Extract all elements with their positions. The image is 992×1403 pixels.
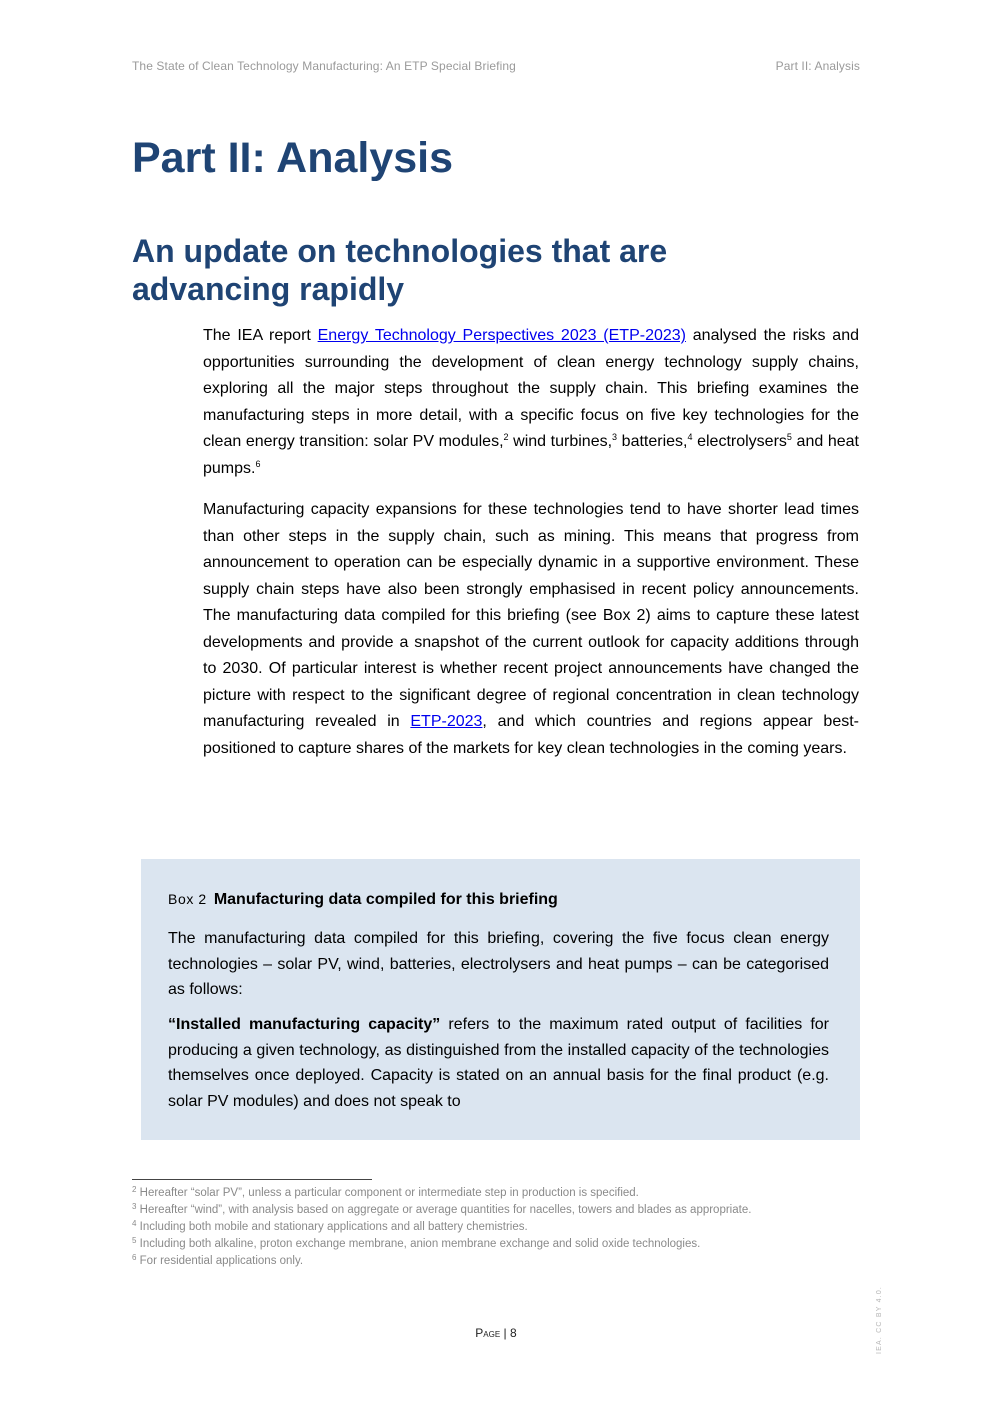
footnote-text: Including both mobile and stationary applications and all battery chemistries. — [136, 1221, 528, 1233]
text: wind turbines, — [508, 433, 613, 450]
running-header-title: The State of Clean Technology Manufacturing: An ETP Special Briefing — [132, 59, 516, 73]
box-title: Manufacturing data compiled for this briefing — [213, 891, 558, 908]
footnote-text: Including both alkaline, proton exchange membrane, anion membrane exchange and solid oxide technologies. — [136, 1238, 701, 1250]
footnote — [132, 1219, 872, 1236]
footnote-number: 3 — [132, 1202, 137, 1211]
running-header-section: Part II: Analysis — [775, 59, 860, 73]
footnote-number: 5 — [132, 1236, 137, 1245]
capacity-paragraph — [203, 497, 859, 762]
footnote-divider — [132, 1179, 372, 1180]
part-title: Part II: Analysis — [132, 134, 454, 182]
footnote-number: 4 — [132, 1219, 137, 1228]
text: analysed the risks and opportunities surrounding the development of clean energy technology supply chains, exploring all the major steps throughout the supply chain. This briefing examines the manufacturing steps in more detail, with a specific focus on five key technologies for the clean energy transition: solar PV modules, — [203, 327, 860, 450]
box-definition-paragraph — [168, 1012, 829, 1114]
box-heading — [168, 891, 558, 909]
running-header — [132, 59, 860, 73]
text: The IEA report — [203, 327, 318, 344]
page-number — [0, 1326, 992, 1340]
footnote-ref-3[interactable]: 3 — [612, 432, 618, 442]
footnote-text: Hereafter “wind”, with analysis based on aggregate or average quantities for nacelles, towers and blades as appropriate. — [136, 1204, 752, 1216]
text: refers to the maximum rated output of facilities for producing a given technology, as distinguished from the installed capacity of the technologies themselves once deployed. Capacity is stated on an annual basis for the final product (e.g. solar PV modules) and does not speak to — [168, 1016, 830, 1110]
footnote-ref-5[interactable]: 5 — [786, 432, 792, 442]
footnote-ref-4[interactable]: 4 — [687, 432, 693, 442]
box-paragraph: The manufacturing data compiled for this briefing, covering the five focus clean energy technologies – solar PV, wind, batteries, electrolysers and heat pumps – can be categorised as follows: — [168, 930, 829, 998]
footnote-ref-2[interactable]: 2 — [503, 432, 509, 442]
footnote-text: Hereafter “solar PV”, unless a particular component or intermediate step in production is specified. — [136, 1187, 639, 1199]
text: Manufacturing capacity expansions for these technologies tend to have shorter lead times than other steps in the supply chain, such as mining. This means that progress from announcement to operation can be especially dynamic in a supportive environment. These supply chain steps have also been strongly emphasised in recent policy announcements. The manufacturing data compiled for this briefing (see Box 2) aims to capture these latest developments and provide a snapshot of the current outlook for capacity additions through to 2030. Of particular interest is whether recent project announcements have changed the picture with respect to the significant degree of regional concentration in clean technology manufacturing revealed in — [203, 501, 859, 730]
page-num: 8 — [510, 1326, 517, 1340]
text: electrolysers — [692, 433, 787, 450]
section-title: An update on technologies that are advancing rapidly — [132, 233, 668, 307]
footnote — [132, 1202, 872, 1219]
page-separator: | — [500, 1326, 510, 1340]
text: and heat pumps. — [203, 433, 859, 477]
intro-paragraph — [203, 323, 859, 482]
footnote — [132, 1236, 872, 1253]
footnote-number: 2 — [132, 1185, 137, 1194]
license-credit: IEA. CC BY 4.0. — [876, 1285, 883, 1354]
defined-term: “Installed manufacturing capacity” — [168, 1016, 441, 1033]
page-word: Page — [475, 1326, 501, 1340]
footnotes — [132, 1185, 872, 1270]
text: batteries, — [617, 433, 688, 450]
footnote-text: For residential applications only. — [136, 1255, 304, 1267]
etp-2023-link[interactable]: ETP-2023 — [410, 713, 483, 730]
etp-2023-report-link[interactable]: Energy Technology Perspectives 2023 (ETP-2023) — [317, 327, 686, 344]
box-label: Box 2 — [168, 891, 207, 907]
footnote — [132, 1253, 872, 1270]
footnote-number: 6 — [132, 1253, 137, 1262]
text: , and which countries and regions appear best-positioned to capture shares of the markets for key clean technologies in the coming years. — [203, 713, 859, 757]
footnote — [132, 1185, 872, 1202]
footnote-ref-6[interactable]: 6 — [255, 458, 261, 469]
